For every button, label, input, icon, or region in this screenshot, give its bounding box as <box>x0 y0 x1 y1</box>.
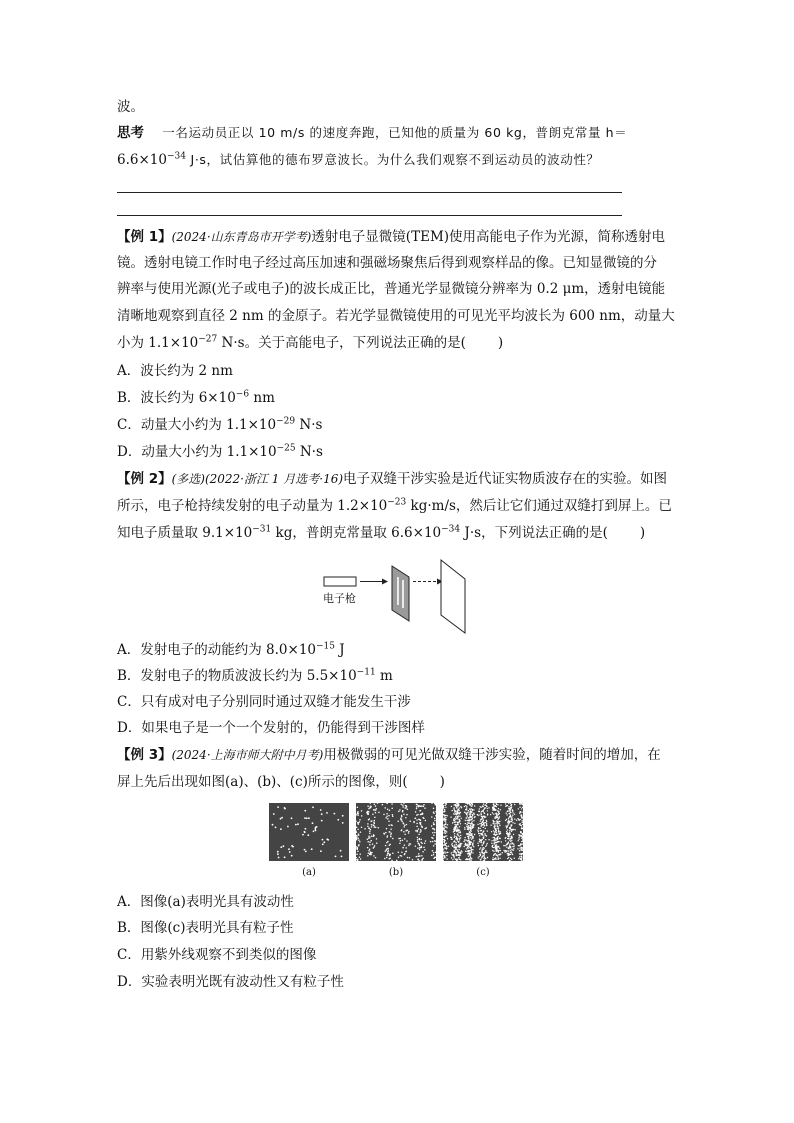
double-slit-plate <box>392 566 409 621</box>
example-tag: 【例 2】 <box>117 471 172 487</box>
interference-images <box>269 803 525 883</box>
example-tag: 【例 1】 <box>117 229 172 245</box>
text-line: 所示，电子枪持续发射的电子动量为 $1.2\times 10^{-23}$ kg·m/s，然后让它们通过双缝打到屏上。已 <box>117 497 672 514</box>
electron-gun-label: 电子枪 <box>323 592 356 605</box>
text-line: 清晰地观察到直径 2 nm 的金原子。若光学显微镜使用的可见光平均波长为 600 nm，动量大 <box>117 308 675 324</box>
panel-c-image <box>443 803 523 861</box>
option-c: C．用紫外线观察不到类似的图像 <box>117 947 317 963</box>
example-source: (2024·上海市师大附中月考) <box>171 748 324 762</box>
think-question: 思考 一名运动员正以 10 m/s 的速度奔跑，已知他的质量为 60 kg，普朗克常量 h＝ <box>117 125 628 141</box>
option-d: D．实验表明光既有波动性又有粒子性 <box>117 974 344 990</box>
screen <box>441 560 465 633</box>
panel-c-label: (c) <box>476 867 490 878</box>
text-line: 辨率与使用光源(光子或电子)的波长成正比，普通光学显微镜分辨率为 0.2 μm，透射电镜能 <box>117 281 666 297</box>
option-c: C．动量大小约为 $1.1\times 10^{-29}$ N·s <box>117 416 323 433</box>
option-a: A．波长约为 2 nm <box>117 363 233 379</box>
panel-b-image <box>356 803 436 861</box>
double-slit-diagram <box>320 557 480 635</box>
option-b: B．发射电子的物质波波长约为 $5.5\times 10^{-11}$ m <box>117 667 393 684</box>
text-line: 波。 <box>117 99 144 115</box>
example-tag: 【例 3】 <box>117 747 172 763</box>
option-a: A．发射电子的动能约为 $8.0\times 10^{-15}$ J <box>117 641 345 658</box>
panel-b-label: (b) <box>388 867 404 878</box>
option-b: B．波长约为 $6\times 10^{-6}$ nm <box>117 389 275 406</box>
answer-line <box>117 192 622 193</box>
text-line: 小为 $1.1\times 10^{-27}$ N·s。关于高能电子，下列说法正确的是( ) <box>117 334 504 351</box>
panel-a-image <box>269 803 349 861</box>
option-b: B．图像(c)表明光具有粒子性 <box>117 920 294 936</box>
think-label: 思考 <box>117 125 144 141</box>
example-3-stem: 【例 3】(2024·上海市师大附中月考)用极微弱的可见光做双缝干涉实验，随着时间的增加，在 <box>117 747 661 763</box>
electron-gun-icon <box>324 577 356 586</box>
text-line: 屏上先后出现如图(a)、(b)、(c)所示的图像，则( ) <box>117 774 445 790</box>
option-d: D．动量大小约为 $1.1\times 10^{-25}$ N·s <box>117 443 323 460</box>
option-d: D．如果电子是一个一个发射的，仍能得到干涉图样 <box>117 720 425 736</box>
option-a: A．图像(a)表明光具有波动性 <box>117 894 294 910</box>
example-1-stem: 【例 1】(2024·山东青岛市开学考)透射电子显微镜(TEM)使用高能电子作为光源，简称透射电 <box>117 229 666 245</box>
example-source: (2024·山东青岛市开学考) <box>171 230 312 244</box>
text-line: 镜。透射电镜工作时电子经过高压加速和强磁场聚焦后得到观察样品的像。已知显微镜的分 <box>117 255 657 271</box>
think-question-line2: $6.6\times 10^{-34}$ J·s，试估算他的德布罗意波长。为什么我们观察不到运动员的波动性？ <box>117 151 600 168</box>
option-c: C．只有成对电子分别同时通过双缝才能发生干涉 <box>117 694 411 710</box>
example-source: (多选)(2022·浙江 1 月选考·16) <box>171 472 344 486</box>
example-2-stem: 【例 2】(多选)(2022·浙江 1 月选考·16)电子双缝干涉实验是近代证实物质波存在的实验。如图 <box>117 471 668 487</box>
text-line: 知电子质量取 $9.1\times 10^{-31}$ kg，普朗克常量取 $6.6\times 10^{-34}$ J·s，下列说法正确的是( ) <box>117 524 646 541</box>
panel-a-label: (a) <box>302 867 316 878</box>
answer-line <box>117 215 622 216</box>
